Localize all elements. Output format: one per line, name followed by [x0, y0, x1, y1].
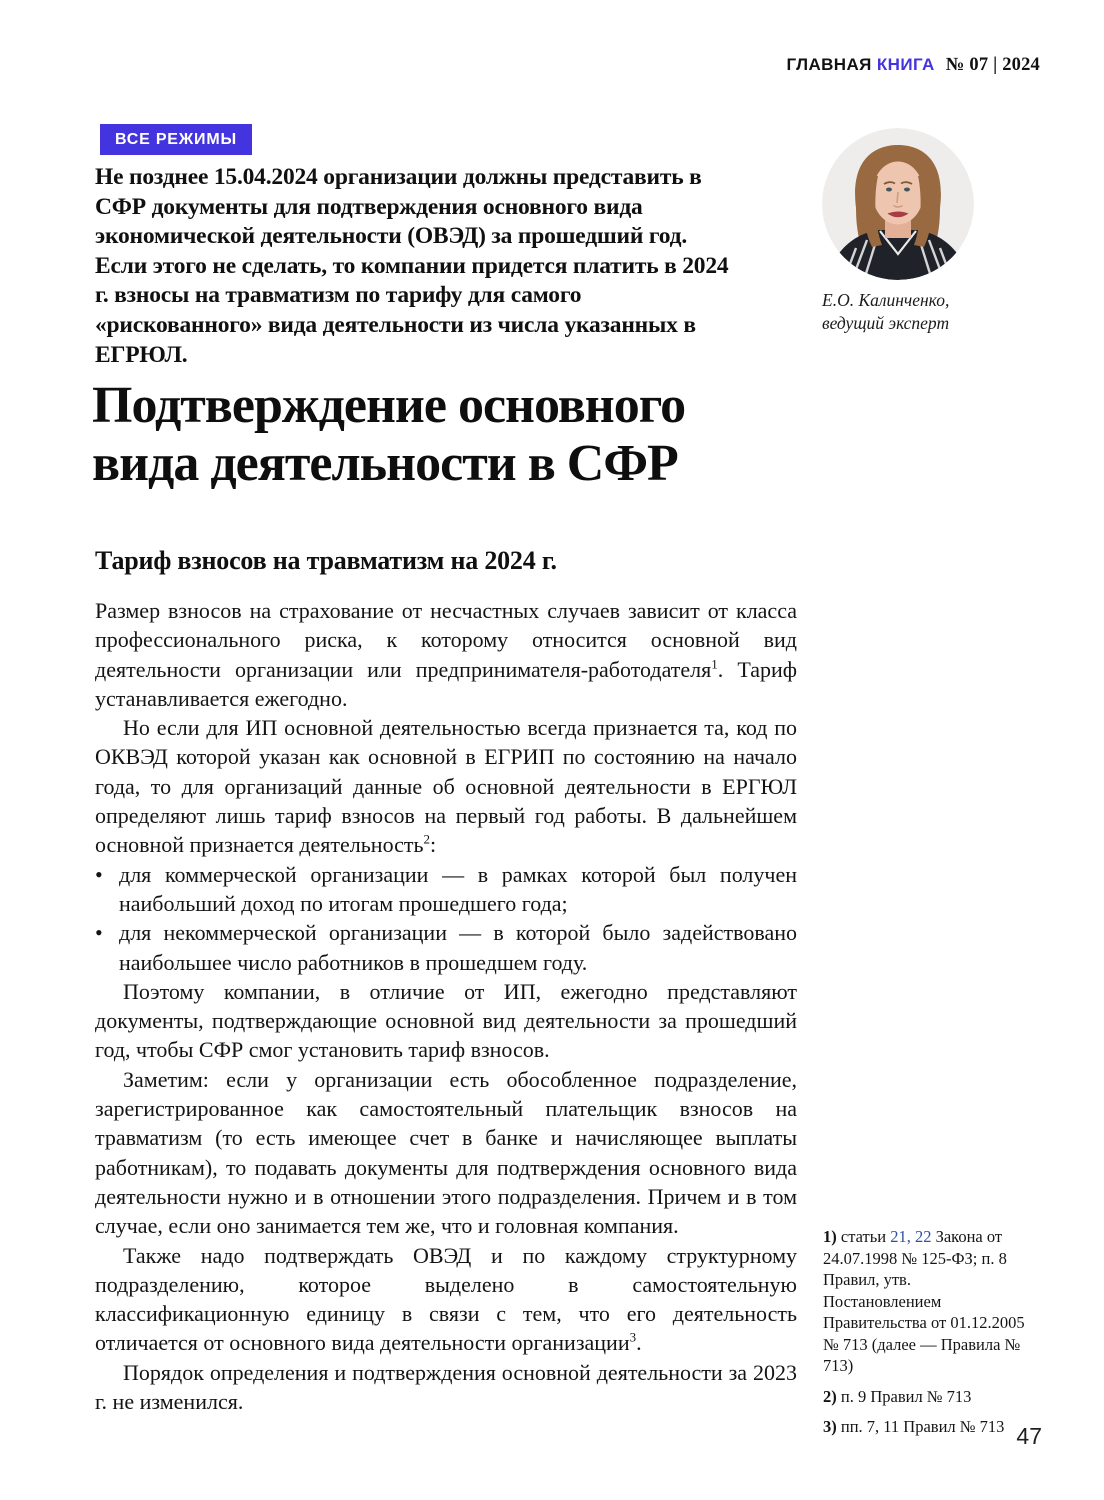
- body-column: [95, 596, 797, 1416]
- paragraph-5: [95, 1241, 797, 1358]
- bullet-icon: •: [95, 861, 103, 887]
- author-block: [822, 128, 1037, 335]
- footnote-1-ref: 21, 22: [890, 1227, 932, 1246]
- paragraph-2-text: Но если для ИП основной деятельностью всегда признается та, код по ОКВЭД которой указан как основной в ЕГРИП по состоянию на начало года, то для организаций данные об основной деятельности в ЕРГЮЛ определяют лишь тариф взносов на первый год работы. В дальнейшем основной признается деятельность: [95, 715, 797, 858]
- paragraph-5-tail: .: [636, 1330, 642, 1356]
- paragraph-6: Порядок определения и подтверждения основной деятельности за 2023 г. не изменился.: [95, 1359, 797, 1415]
- footnote-item-1: [823, 1226, 1030, 1377]
- brand-name-first: ГЛАВНАЯ: [786, 55, 872, 74]
- paragraph-5-text: Также надо подтверждать ОВЭД и по каждому структурному подразделению, которое выделено в самостоятельную классификационную единицу в связи с тем, что его деятельность отличается от основного вида деятельности организации: [95, 1242, 797, 1356]
- portrait-photo-icon: [822, 128, 974, 280]
- footnotes: [823, 1226, 1030, 1447]
- footnote-marker-sup-1: 1: [711, 656, 718, 672]
- bullet-item-1: [95, 860, 797, 919]
- issue-label: № 07 | 2024: [945, 55, 1040, 75]
- page-number: 47: [1016, 1423, 1042, 1449]
- footnote-1-marker: 1): [823, 1227, 837, 1246]
- title-line-2: вида деятельности в СФР: [92, 435, 678, 492]
- footnote-1-text: статьи: [840, 1227, 891, 1246]
- paragraph-2: [95, 713, 797, 859]
- paragraph-1-tail: . Тариф устанавливается ежегодно.: [95, 656, 797, 711]
- paragraph-2-tail: :: [430, 832, 437, 858]
- brand-name-second: КНИГА: [876, 55, 935, 74]
- regime-badge: [100, 124, 252, 155]
- author-photo: [822, 128, 974, 280]
- footnote-2-text: п. 9 Правил № 713: [840, 1386, 972, 1406]
- section-heading: Тариф взносов на травматизм на 2024 г.: [95, 546, 557, 575]
- author-role: ведущий эксперт: [822, 313, 950, 333]
- footnote-marker-sup-3: 3: [629, 1330, 637, 1346]
- footnote-2-marker: 2): [823, 1386, 837, 1406]
- paragraph-1: [95, 596, 797, 713]
- bullet-1-text: для коммерческой организации — в рамках которой был получен наибольший доход по итогам прошедшего года;: [119, 861, 797, 916]
- article-title: [92, 377, 872, 493]
- paragraph-1-text: Размер взносов на страхование от несчастных случаев зависит от класса профессионального риска, к которому относится основной вид деятельности организации или предпринимателя-работодателя: [95, 598, 797, 682]
- bullet-icon: •: [95, 920, 103, 946]
- footnote-3-marker: 3): [823, 1417, 837, 1436]
- footnote-item-3: [823, 1416, 1030, 1438]
- bullet-item-2: [95, 918, 797, 977]
- footnote-item-2: [823, 1386, 1030, 1408]
- paragraph-3: Поэтому компании, в отличие от ИП, ежегодно представляют документы, подтверждающие основной вид деятельности за прошедший год, чтобы СФР смог установить тариф взносов.: [95, 978, 797, 1063]
- regime-badge-label: ВСЕ РЕЖИМЫ: [115, 130, 237, 148]
- lede-paragraph: Не позднее 15.04.2024 организации должны представить в СФР документы для подтверждения основного вида экономической деятельности (ОВЭД) за прошедший год. Если этого не сделать, то компании придется платить в 2024 г. взносы на травматизм по тарифу для самого «рискованного» вида деятельности из числа указанных в ЕГРЮЛ.: [95, 164, 729, 368]
- footnote-marker-sup-2: 2: [423, 832, 431, 848]
- paragraph-4: Заметим: если у организации есть обособленное подразделение, зарегистрированное как самостоятельный плательщик взносов на травматизм (то есть имеющее счет в банке и начисляющее выплаты работникам), то подавать документы для подтверждения основного вида деятельности нужно и в отношении этого подразделения. Причем и в том случае, если оно занимается тем же, что и головная компания.: [95, 1066, 797, 1239]
- running-head: [787, 55, 1041, 76]
- bullet-2-text: для некоммерческой организации — в которой было задействовано наибольшее число работников в прошедшем году.: [119, 920, 797, 975]
- footnote-3-text: пп. 7, 11 Правил № 713: [840, 1417, 1005, 1436]
- title-line-1: Подтверждение основного: [92, 377, 686, 434]
- footnote-1-text-post: Закона от 24.07.1998 № 125-ФЗ; п. 8 Правил, утв. Постановлением Правительства от 01.12.2005 № 713 (далее — Правила № 713): [823, 1227, 1025, 1375]
- author-name: Е.О. Калинченко,: [822, 290, 950, 310]
- author-caption: [822, 289, 1037, 335]
